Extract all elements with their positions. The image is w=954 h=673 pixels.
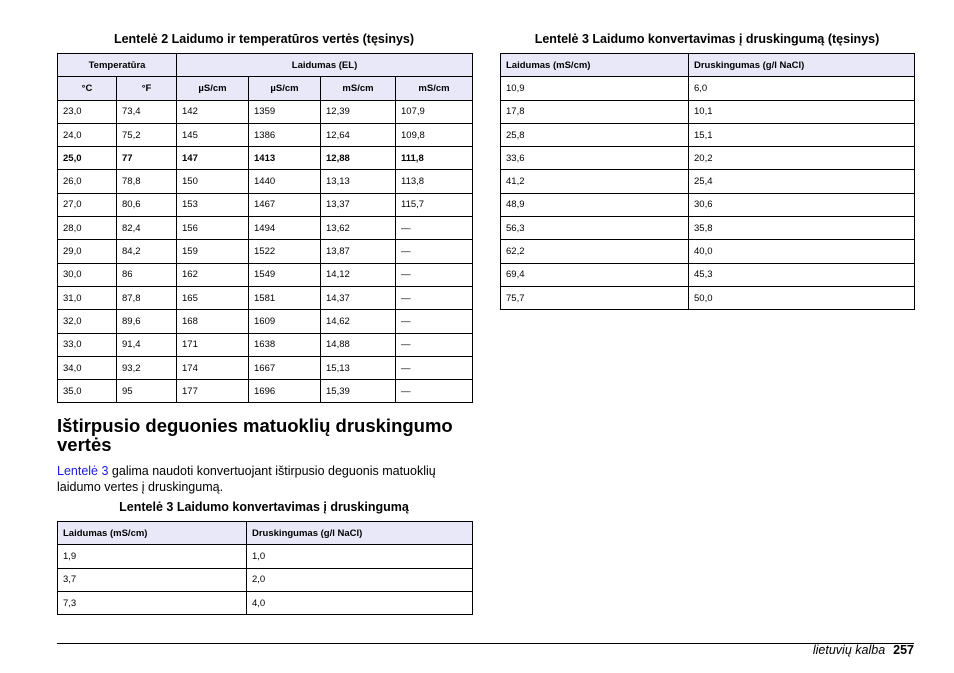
table-cell: 87,8 (117, 286, 177, 309)
table-cell: 23,0 (58, 100, 117, 123)
table-row (58, 286, 473, 309)
table-cell: 28,0 (58, 217, 117, 240)
table3-header-row (58, 522, 473, 545)
table-row (501, 77, 915, 100)
table-cell: 1522 (249, 240, 321, 263)
column-header: Druskingumas (g/l NaCl) (689, 54, 915, 77)
table-row (501, 100, 915, 123)
table-row (58, 147, 473, 170)
table-row (501, 217, 915, 240)
table-cell: 33,6 (501, 147, 689, 170)
table-cell: 177 (177, 380, 249, 403)
table-cell: 13,13 (321, 170, 396, 193)
table-cell: 10,9 (501, 77, 689, 100)
table-cell: 165 (177, 286, 249, 309)
unit-header: °C (58, 77, 117, 100)
table-row (58, 217, 473, 240)
column-header: Druskingumas (g/l NaCl) (247, 522, 473, 545)
table-cell: 115,7 (396, 193, 473, 216)
table-cell: 1609 (249, 310, 321, 333)
table-cell: 2,0 (247, 568, 473, 591)
table-cell: 12,88 (321, 147, 396, 170)
table-cell: 31,0 (58, 286, 117, 309)
table2-unit-header-row (58, 77, 473, 100)
table-cell: 1,9 (58, 545, 247, 568)
table-row (58, 100, 473, 123)
table2-caption: Lentelė 2 Laidumo ir temperatūros vertės (tęsinys) (113, 32, 415, 46)
table-row (58, 356, 473, 379)
table-cell: 168 (177, 310, 249, 333)
table-cell: 80,6 (117, 193, 177, 216)
table-row (58, 123, 473, 146)
table-cell: 145 (177, 123, 249, 146)
table-cell: 82,4 (117, 217, 177, 240)
table-cell: 75,2 (117, 123, 177, 146)
table-cell: 26,0 (58, 170, 117, 193)
table-cell: 1386 (249, 123, 321, 146)
table-row (501, 193, 915, 216)
table-cell: 73,4 (117, 100, 177, 123)
table-cell: 15,13 (321, 356, 396, 379)
table-cell: 15,39 (321, 380, 396, 403)
table3-link[interactable]: Lentelė 3 (57, 464, 109, 478)
table-cell: 75,7 (501, 286, 689, 309)
table-cell: — (396, 286, 473, 309)
table-cell: 142 (177, 100, 249, 123)
table-cell: 84,2 (117, 240, 177, 263)
section-heading: Ištirpusio deguonies matuoklių druskingumo vertės (57, 415, 453, 455)
table3-caption: Lentelė 3 Laidumo konvertavimas į druskingumą (119, 500, 409, 514)
table-row (58, 591, 473, 614)
table-cell: 30,0 (58, 263, 117, 286)
table-cell: 1581 (249, 286, 321, 309)
table-cell: 150 (177, 170, 249, 193)
table-cell: 62,2 (501, 240, 689, 263)
table-cell: 113,8 (396, 170, 473, 193)
table-cell: 1,0 (247, 545, 473, 568)
table-cell: 34,0 (58, 356, 117, 379)
table-cell: 33,0 (58, 333, 117, 356)
table-cell: 48,9 (501, 193, 689, 216)
table-row (58, 310, 473, 333)
table-cell: 1667 (249, 356, 321, 379)
table-cell: 14,12 (321, 263, 396, 286)
unit-header: mS/cm (321, 77, 396, 100)
table-cell: 10,1 (689, 100, 915, 123)
table-cell: 1413 (249, 147, 321, 170)
table3-cont-caption: Lentelė 3 Laidumo konvertavimas į druskingumą (tęsinys) (534, 32, 880, 46)
table-cell: 45,3 (689, 263, 915, 286)
table-cell: 1638 (249, 333, 321, 356)
section-paragraph (57, 463, 467, 495)
table-cell: 40,0 (689, 240, 915, 263)
table-cell: 32,0 (58, 310, 117, 333)
table-cell: 156 (177, 217, 249, 240)
unit-header: µS/cm (177, 77, 249, 100)
paragraph-text: galima naudoti konvertuojant ištirpusio deguonis matuoklių laidumo vertes į druskingumą. (57, 464, 436, 494)
table-cell: 86 (117, 263, 177, 286)
table3-cont-header-row (501, 54, 915, 77)
table-row (501, 123, 915, 146)
table-row (58, 193, 473, 216)
table-cell: 13,87 (321, 240, 396, 263)
table-cell: 24,0 (58, 123, 117, 146)
table-cell: 147 (177, 147, 249, 170)
table-cell: 41,2 (501, 170, 689, 193)
table-cell: 29,0 (58, 240, 117, 263)
table-row (501, 263, 915, 286)
table-cell: 91,4 (117, 333, 177, 356)
table-row (58, 545, 473, 568)
table-cell: 25,4 (689, 170, 915, 193)
table2-body (58, 100, 473, 403)
table-cell: 50,0 (689, 286, 915, 309)
table2 (57, 53, 473, 403)
conductivity-header: Laidumas (EL) (177, 54, 473, 77)
table-cell: 153 (177, 193, 249, 216)
table-cell: 159 (177, 240, 249, 263)
unit-header: °F (117, 77, 177, 100)
table-cell: 107,9 (396, 100, 473, 123)
table-cell: 30,6 (689, 193, 915, 216)
table-row (58, 380, 473, 403)
table-cell: 7,3 (58, 591, 247, 614)
table-cell: 35,0 (58, 380, 117, 403)
table-cell: 162 (177, 263, 249, 286)
column-header: Laidumas (mS/cm) (58, 522, 247, 545)
table-cell: 1494 (249, 217, 321, 240)
table-cell: 14,62 (321, 310, 396, 333)
table2-group-header-row (58, 54, 473, 77)
table-cell: 1440 (249, 170, 321, 193)
table-cell: 14,88 (321, 333, 396, 356)
table-cell: 89,6 (117, 310, 177, 333)
table-cell: 1549 (249, 263, 321, 286)
table3-continued (500, 53, 915, 310)
table-cell: 93,2 (117, 356, 177, 379)
table-row (58, 240, 473, 263)
table-cell: 17,8 (501, 100, 689, 123)
table-cell: 171 (177, 333, 249, 356)
table-cell: — (396, 263, 473, 286)
table-cell: 3,7 (58, 568, 247, 591)
table-cell: 111,8 (396, 147, 473, 170)
table-cell: 13,62 (321, 217, 396, 240)
table-cell: 35,8 (689, 217, 915, 240)
table-cell: 20,2 (689, 147, 915, 170)
table-cell: 12,64 (321, 123, 396, 146)
temperature-header: Temperatūra (58, 54, 177, 77)
table-cell: 15,1 (689, 123, 915, 146)
unit-header: µS/cm (249, 77, 321, 100)
table-cell: 174 (177, 356, 249, 379)
footer-rule (57, 643, 914, 644)
table-cell: — (396, 217, 473, 240)
table-cell: 12,39 (321, 100, 396, 123)
footer-language: lietuvių kalba (812, 643, 886, 657)
table-row (58, 568, 473, 591)
table-cell: — (396, 356, 473, 379)
table-cell: 1696 (249, 380, 321, 403)
column-header: Laidumas (mS/cm) (501, 54, 689, 77)
table-row (58, 263, 473, 286)
table-row (58, 170, 473, 193)
table3-cont-body (501, 77, 915, 310)
table-cell: — (396, 310, 473, 333)
table-row (58, 333, 473, 356)
table-cell: 56,3 (501, 217, 689, 240)
table-cell: 25,0 (58, 147, 117, 170)
page-number: 257 (893, 643, 914, 657)
table-cell: 1359 (249, 100, 321, 123)
table-cell: 95 (117, 380, 177, 403)
table-cell: — (396, 240, 473, 263)
table3 (57, 521, 473, 615)
table-cell: — (396, 333, 473, 356)
table-cell: 27,0 (58, 193, 117, 216)
table-cell: 78,8 (117, 170, 177, 193)
table-cell: 1467 (249, 193, 321, 216)
page-footer (813, 643, 914, 657)
table-row (501, 147, 915, 170)
table-row (501, 170, 915, 193)
table-cell: 77 (117, 147, 177, 170)
table-cell: — (396, 380, 473, 403)
table-cell: 4,0 (247, 591, 473, 614)
table-cell: 69,4 (501, 263, 689, 286)
table-cell: 25,8 (501, 123, 689, 146)
table-cell: 13,37 (321, 193, 396, 216)
unit-header: mS/cm (396, 77, 473, 100)
table-cell: 109,8 (396, 123, 473, 146)
table-cell: 6,0 (689, 77, 915, 100)
table-cell: 14,37 (321, 286, 396, 309)
table-row (501, 240, 915, 263)
table3-body (58, 545, 473, 615)
table-row (501, 286, 915, 309)
